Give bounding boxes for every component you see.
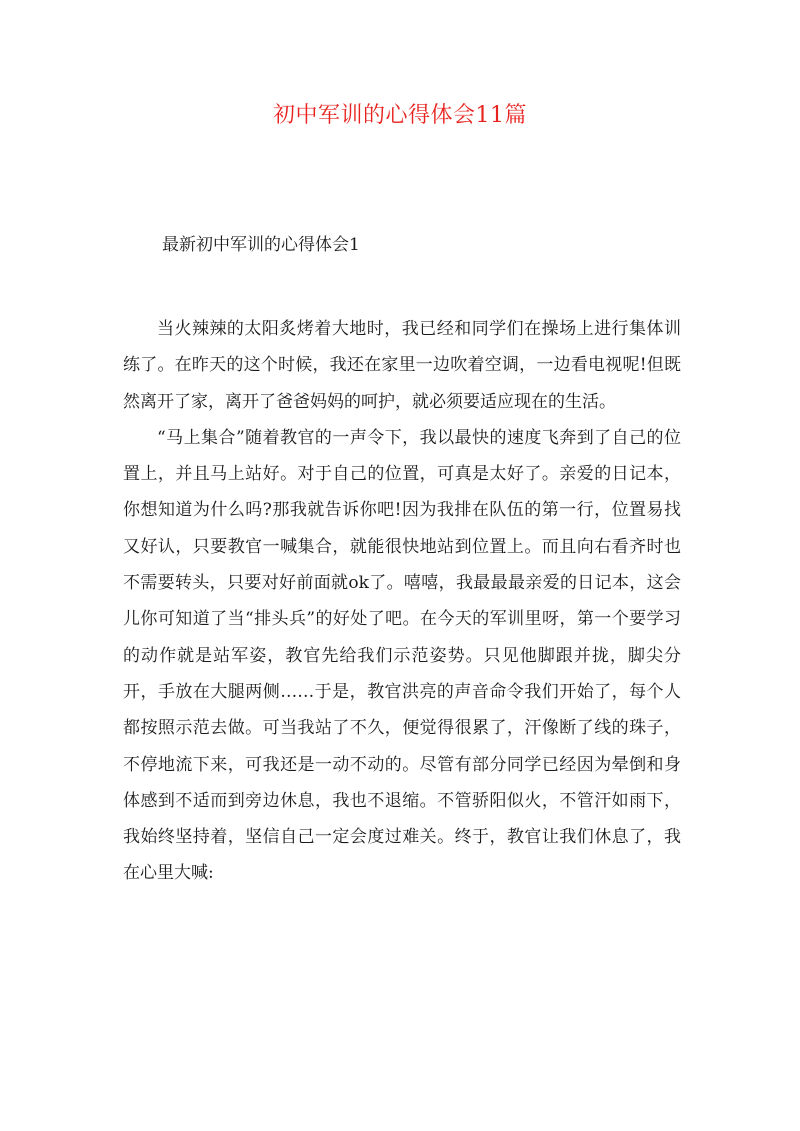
document-title: 初中军训的心得体会11篇 bbox=[273, 103, 527, 128]
paragraph-2: “马上集合”随着教官的一声令下，我以最快的速度飞奔到了自己的位置上，并且马上站好。对于自己的位置，可真是太好了。亲爱的日记本，你想知道为什么吗?那我就告诉你吧!因为我排在队伍的第一行，位置易找又好认，只要教官一喊集合，就能很快地站到位置上。而且向右看齐时也不需要转头，只要对好前面就ok了。嘻嘻，我最最最亲爱的日记本，这会儿你可知道了当“排头兵”的好处了吧。在今天的军训里呀，第一个要学习的动作就是站军姿，教官先给我们示范姿势。只见他脚跟并拢，脚尖分开，手放在大腿两侧……于是，教官洪亮的声音命令我们开始了，每个人都按照示范去做。可当我站了不久，便觉得很累了，汗像断了线的珠子，不停地流下来，可我还是一动不动的。尽管有部分同学已经因为晕倒和身体感到不适而到旁边休息，我也不退缩。不管骄阳似火，不管汗如雨下，我始终坚持着，坚信自己一定会度过难关。终于，教官让我们休息了，我在心里大喊: bbox=[123, 427, 681, 884]
paragraph-1: 当火辣辣的太阳炙烤着大地时，我已经和同学们在操场上进行集体训练了。在昨天的这个时候，我还在家里一边吹着空调，一边看电视呢!但既然离开了家，离开了爸爸妈妈的呵护，就必须要适应现在的生活。 bbox=[123, 319, 681, 412]
document-body bbox=[123, 311, 681, 892]
section-heading: 最新初中军训的心得体会1 bbox=[162, 235, 360, 255]
